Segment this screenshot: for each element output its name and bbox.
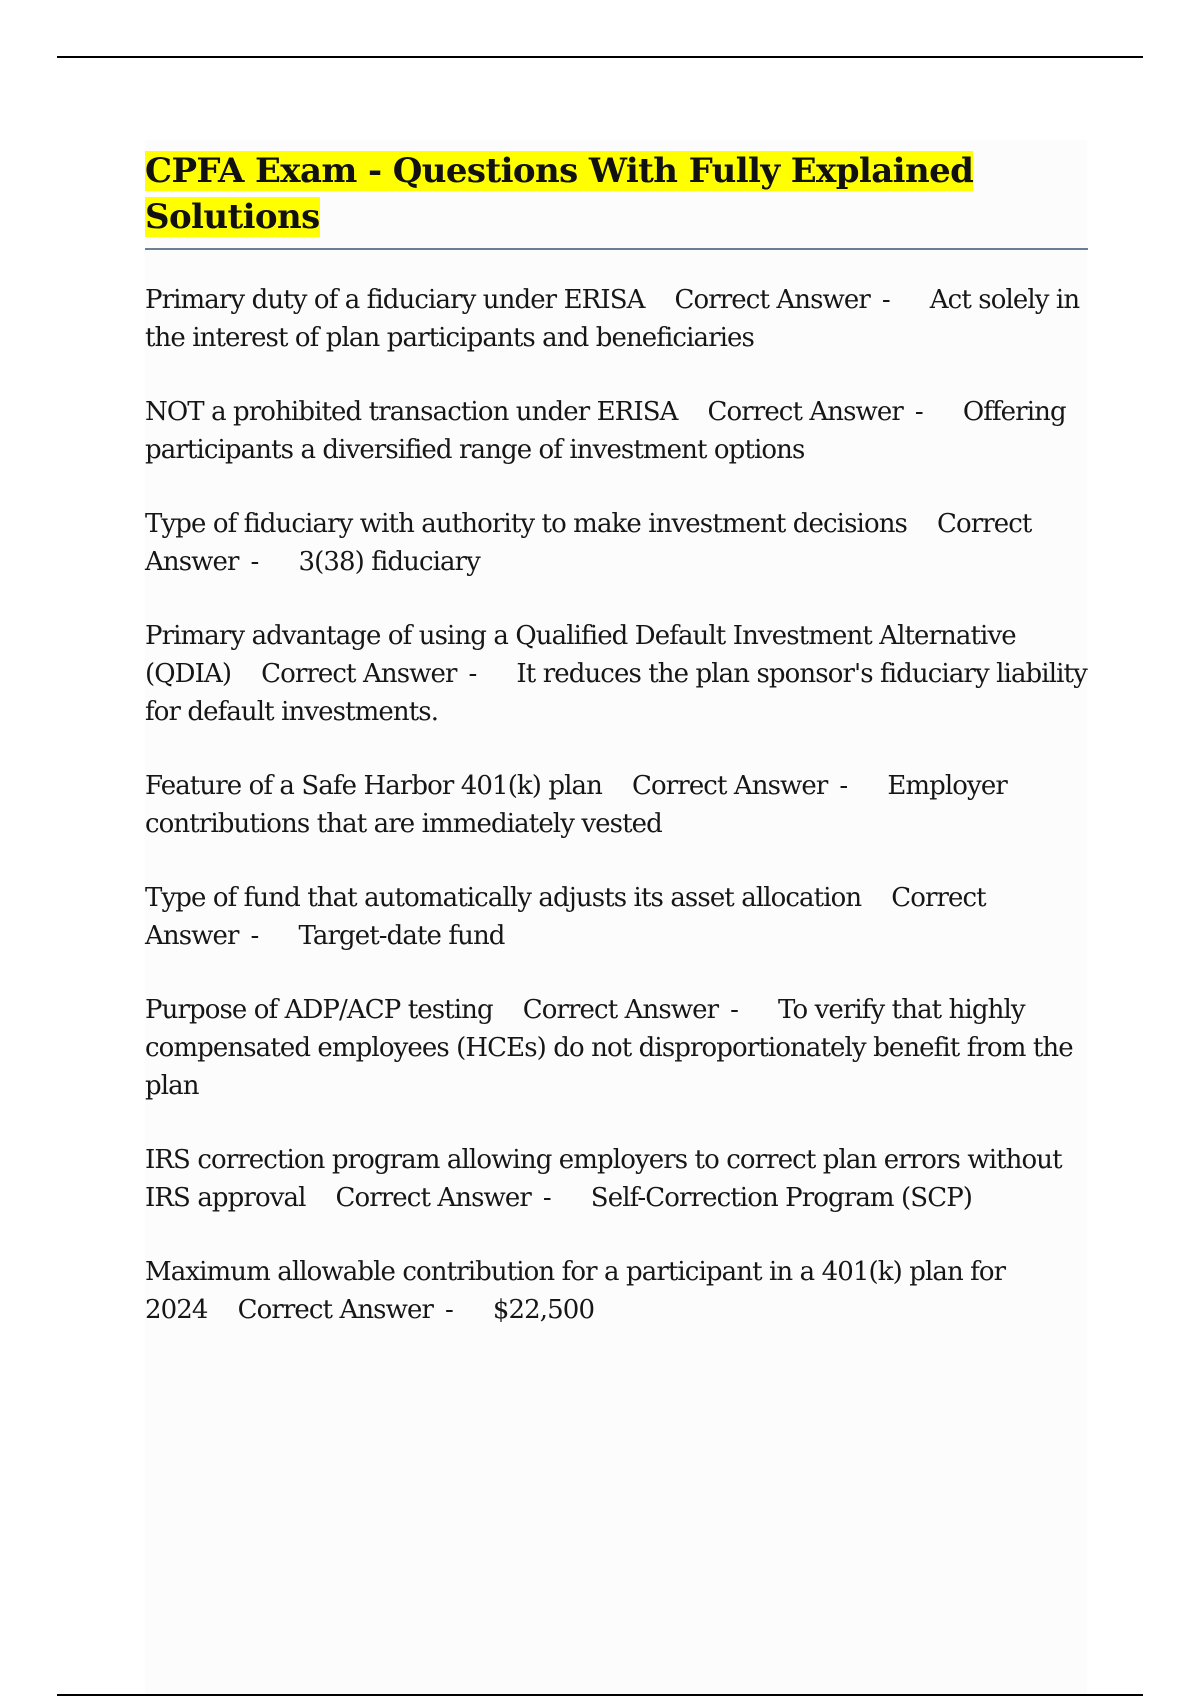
correct-answer-label: Correct Answer — [335, 1183, 531, 1213]
qa-item-1 — [145, 281, 1091, 357]
correct-answer-label: Correct Answer — [237, 1295, 433, 1325]
answer-separator: - — [881, 285, 890, 315]
page-bottom-rule — [57, 1694, 1143, 1696]
qa-question: Purpose of ADP/ACP testing — [145, 995, 493, 1025]
qa-item-3 — [145, 505, 1091, 581]
qa-answer: Self-Correction Program (SCP) — [590, 1183, 973, 1213]
qa-question: NOT a prohibited transaction under ERISA — [145, 397, 678, 427]
answer-separator: - — [542, 1183, 551, 1213]
answer-separator: - — [914, 397, 923, 427]
correct-answer-label: Correct Answer — [145, 883, 986, 951]
page-top-rule — [57, 56, 1143, 58]
qa-item-8 — [145, 1141, 1091, 1217]
correct-answer-label: Correct Answer — [261, 659, 457, 689]
qa-item-7 — [145, 991, 1091, 1105]
qa-item-6 — [145, 879, 1091, 955]
title-underline-rule — [145, 248, 1088, 250]
qa-question: Type of fund that automatically adjusts its asset allocation — [145, 883, 862, 913]
correct-answer-label: Correct Answer — [145, 509, 1032, 577]
correct-answer-label: Correct Answer — [522, 995, 719, 1025]
document-title — [145, 148, 1085, 240]
qa-list — [145, 281, 1091, 1365]
qa-item-4 — [145, 617, 1091, 731]
qa-question: Primary duty of a fiduciary under ERISA — [145, 285, 645, 315]
qa-item-2 — [145, 393, 1091, 469]
qa-item-9 — [145, 1253, 1091, 1329]
qa-answer: Offering participants a diversified range of investment options — [145, 397, 1066, 465]
answer-separator: - — [250, 547, 259, 577]
qa-answer: Target-date fund — [298, 921, 505, 951]
qa-question: IRS correction program allowing employers to correct plan errors without IRS approval — [145, 1145, 1062, 1213]
qa-question: Maximum allowable contribution for a participant in a 401(k) plan for 2024 — [145, 1257, 1006, 1325]
answer-separator: - — [730, 995, 739, 1025]
answer-separator: - — [468, 659, 477, 689]
correct-answer-label: Correct Answer — [707, 397, 903, 427]
qa-item-5 — [145, 767, 1091, 843]
correct-answer-label: Correct Answer — [632, 771, 828, 801]
qa-answer: 3(38) fiduciary — [298, 547, 480, 577]
qa-answer: Act solely in the interest of plan participants and beneficiaries — [145, 285, 1080, 353]
qa-question: Type of fiduciary with authority to make investment decisions — [145, 509, 907, 539]
qa-answer: Employer contributions that are immediately vested — [145, 771, 1007, 839]
answer-separator: - — [250, 921, 259, 951]
qa-question: Primary advantage of using a Qualified Default Investment Alternative (QDIA) — [145, 621, 1016, 689]
document-title-highlight: CPFA Exam - Questions With Fully Explained Solutions — [145, 151, 974, 237]
answer-separator: - — [444, 1295, 453, 1325]
qa-answer: To verify that highly compensated employees (HCEs) do not disproportionately benefit from the plan — [145, 995, 1073, 1101]
qa-question: Feature of a Safe Harbor 401(k) plan — [145, 771, 603, 801]
qa-answer: $22,500 — [492, 1295, 595, 1325]
answer-separator: - — [839, 771, 848, 801]
correct-answer-label: Correct Answer — [674, 285, 870, 315]
qa-answer: It reduces the plan sponsor's fiduciary liability for default investments. — [145, 659, 1087, 727]
